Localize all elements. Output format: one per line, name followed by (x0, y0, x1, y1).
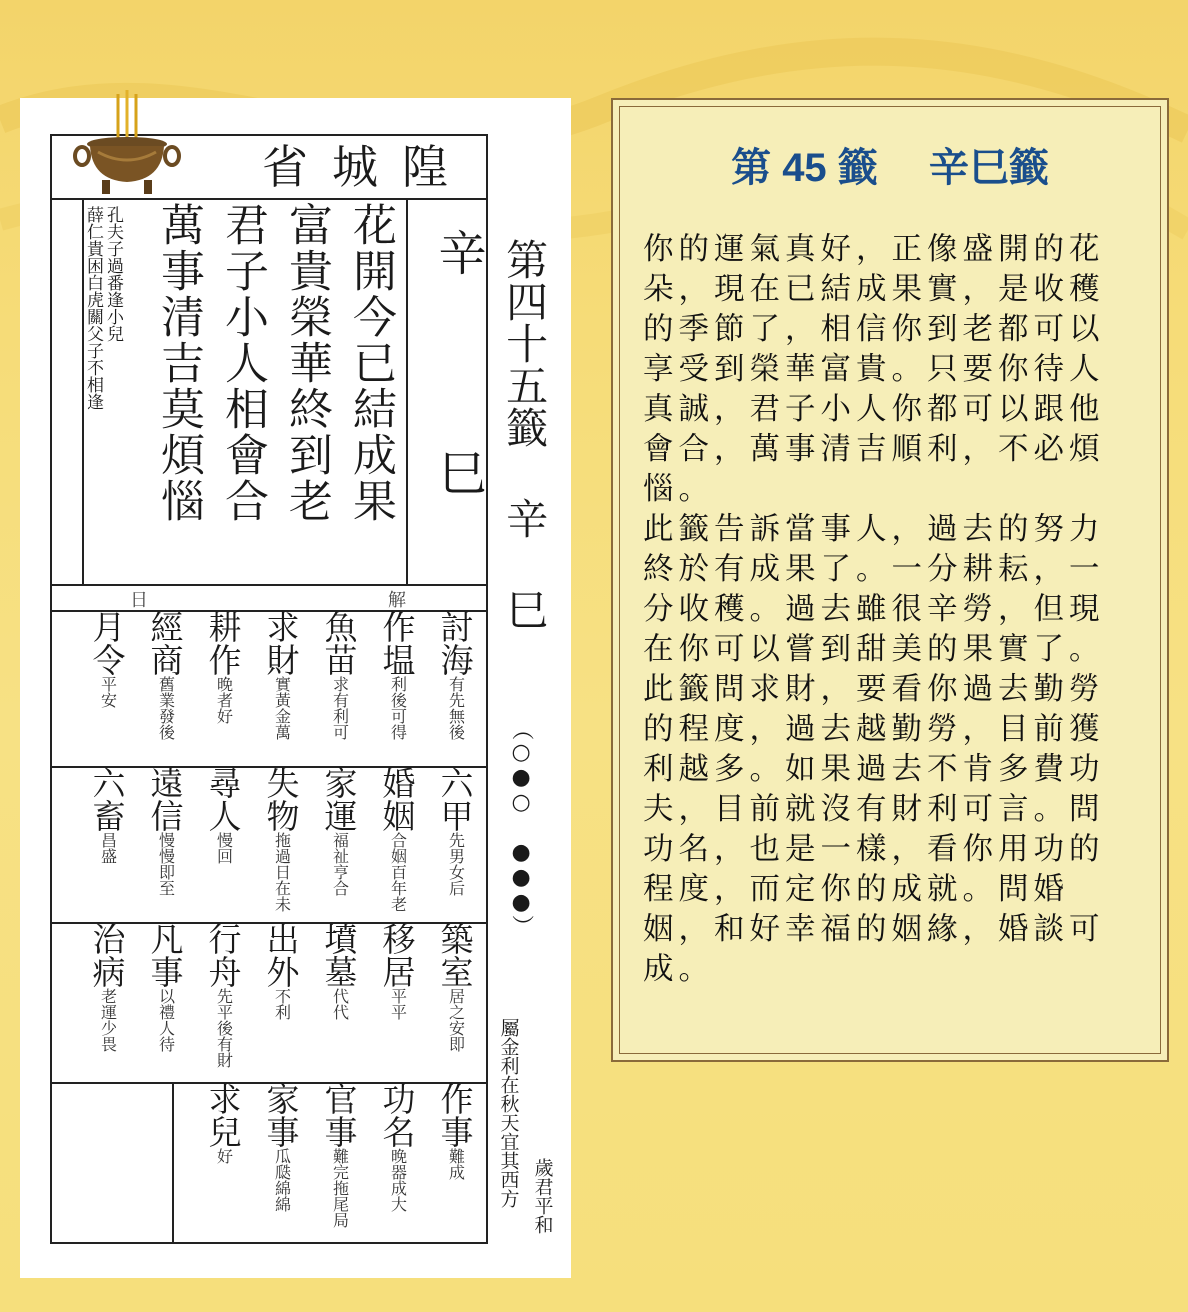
answer-key: 經商 (145, 610, 185, 676)
divider (406, 198, 408, 584)
answer-key: 凡事 (145, 922, 185, 988)
answer-cell (252, 922, 310, 1020)
answer-cell (368, 610, 426, 740)
answer-key: 討海 (435, 610, 475, 676)
answer-value: 有先無後 (446, 676, 466, 740)
answer-key: 六畜 (87, 766, 127, 832)
answer-key: 功名 (377, 1082, 417, 1148)
answer-cell (78, 922, 136, 1052)
answer-key: 家運 (319, 766, 359, 832)
paragraph: 此籤問求財，要看你過去勤勞的程度，過去越勤勞，目前獲利越多。如果過去不肯多費功夫，目前就沒有財利可言。問功名，也是一樣，看你用功的程度，而定你的成就。問婚姻，和好幸福的姻緣，婚談可成。 (643, 672, 1105, 987)
answer-value: 難成 (446, 1148, 466, 1180)
answer-cell (136, 766, 194, 896)
answer-cell (194, 766, 252, 864)
answer-key: 行舟 (203, 922, 243, 988)
temple-title: 省城隍 (262, 140, 472, 194)
answer-cell (194, 1082, 252, 1164)
answer-value: 難完拖尾局 (330, 1148, 350, 1228)
answer-value: 利後可得 (388, 676, 408, 740)
answer-cell (426, 1082, 484, 1180)
answer-cell (310, 610, 368, 740)
side-note-1: 屬金利在秋天宜其西方 (497, 1018, 520, 1208)
poem-line-1: 花開今已結成果 (345, 202, 396, 524)
answer-key: 墳墓 (319, 922, 359, 988)
answer-value: 瓜瓞綿綿 (272, 1148, 292, 1212)
answer-value: 老運少畏 (98, 988, 118, 1052)
answers-block-3 (52, 922, 486, 1084)
paragraph: 此籤告訴當事人，過去的努力終於有成果了。一分耕耘，一分收穫。過去雖很辛勞，但現在你可以嘗到甜美的果實了。 (643, 512, 1105, 667)
answer-value: 慢慢即至 (156, 832, 176, 896)
answer-key: 婚姻 (377, 766, 417, 832)
answer-cell (78, 766, 136, 864)
answer-value: 以禮人待 (156, 988, 176, 1052)
answer-value: 平安 (98, 676, 118, 708)
answer-key: 出外 (261, 922, 301, 988)
answer-value: 昌盛 (98, 832, 118, 864)
answer-value: 好 (214, 1148, 234, 1164)
answer-key: 家事 (261, 1082, 301, 1148)
answer-value: 舊業發後 (156, 676, 176, 740)
fortune-slip (20, 98, 571, 1278)
answer-value: 實黃金萬 (272, 676, 292, 740)
answer-value: 不利 (272, 988, 292, 1020)
answer-cell (368, 1082, 426, 1212)
answer-cell (426, 766, 484, 896)
answer-value: 代代 (330, 988, 350, 1020)
answer-cell (252, 610, 310, 740)
jie-right-label: 解 (388, 590, 406, 611)
interpretation-box (611, 98, 1169, 1062)
answers-block-2 (52, 766, 486, 924)
answer-cell (368, 766, 426, 912)
answer-value: 合姻百年老 (388, 832, 408, 912)
answer-cell (310, 766, 368, 896)
answer-cell (194, 610, 252, 724)
answers-block-1 (52, 610, 486, 768)
answer-value: 慢回 (214, 832, 234, 864)
answer-key: 求財 (261, 610, 301, 676)
answer-cell (310, 922, 368, 1020)
answer-key: 耕作 (203, 610, 243, 676)
answer-cell (78, 610, 136, 708)
answers-block-4 (52, 1082, 486, 1242)
answer-key: 作塭 (377, 610, 417, 676)
answer-key: 遠信 (145, 766, 185, 832)
symbol-pattern: （○●○ ●●●） (508, 718, 534, 937)
answer-key: 移居 (377, 922, 417, 988)
ganzhi-2: 巳 (430, 448, 486, 498)
ganzhi-1: 辛 (430, 228, 486, 278)
story-note-1: 孔夫子過番逢小兒 (103, 206, 123, 342)
answer-cell (310, 1082, 368, 1228)
answer-cell (426, 922, 484, 1052)
jie-left-label: 日 (130, 590, 148, 611)
answer-key: 作事 (435, 1082, 475, 1148)
incense-burner-icon (72, 90, 182, 200)
answer-key: 求兒 (203, 1082, 243, 1148)
box-body (643, 230, 1133, 990)
answer-cell (194, 922, 252, 1068)
answer-cell (252, 1082, 310, 1212)
answer-cell (368, 922, 426, 1020)
side-note-2: 歲君平和 (531, 1158, 554, 1234)
poem-line-4: 萬事清吉莫煩惱 (153, 202, 204, 524)
answer-cell (426, 610, 484, 740)
story-note-2: 薛仁貴困白虎關父子不相逢 (83, 206, 103, 410)
answer-value: 先男女后 (446, 832, 466, 896)
answer-key: 築室 (435, 922, 475, 988)
answer-value: 居之安即 (446, 988, 466, 1052)
answer-value: 求有利可 (330, 676, 350, 740)
answer-key: 六甲 (435, 766, 475, 832)
answer-key: 治病 (87, 922, 127, 988)
poem-line-2: 富貴榮華終到老 (281, 202, 332, 524)
answer-value: 平平 (388, 988, 408, 1020)
answer-cell (136, 610, 194, 740)
answer-cell (136, 922, 194, 1052)
answer-key: 失物 (261, 766, 301, 832)
paragraph: 你的運氣真好，正像盛開的花朵，現在已結成果實，是收穫的季節了，相信你到老都可以享受到榮華富貴。只要你待人真誠，君子小人你都可以跟他會合，萬事清吉順利，不必煩惱。 (643, 232, 1105, 507)
answer-key: 尋人 (203, 766, 243, 832)
answer-value: 先平後有財 (214, 988, 234, 1068)
box-title: 第 45 籤 辛巳籤 (731, 146, 1049, 190)
divider (172, 1082, 174, 1242)
answer-value: 晚者好 (214, 676, 234, 724)
slip-number-title: 第四十五籤 辛 巳 (500, 238, 550, 630)
answer-key: 官事 (319, 1082, 359, 1148)
answer-key: 魚苗 (319, 610, 359, 676)
answer-value: 晚器成大 (388, 1148, 408, 1212)
poem-line-3: 君子小人相會合 (217, 202, 268, 524)
slip-frame (50, 134, 488, 1244)
poem-area (52, 198, 486, 586)
answer-cell (252, 766, 310, 912)
jie-row (52, 584, 486, 612)
answer-value: 福祉亨合 (330, 832, 350, 896)
answer-value: 拖過日在未 (272, 832, 292, 912)
answer-key: 月令 (87, 610, 127, 676)
